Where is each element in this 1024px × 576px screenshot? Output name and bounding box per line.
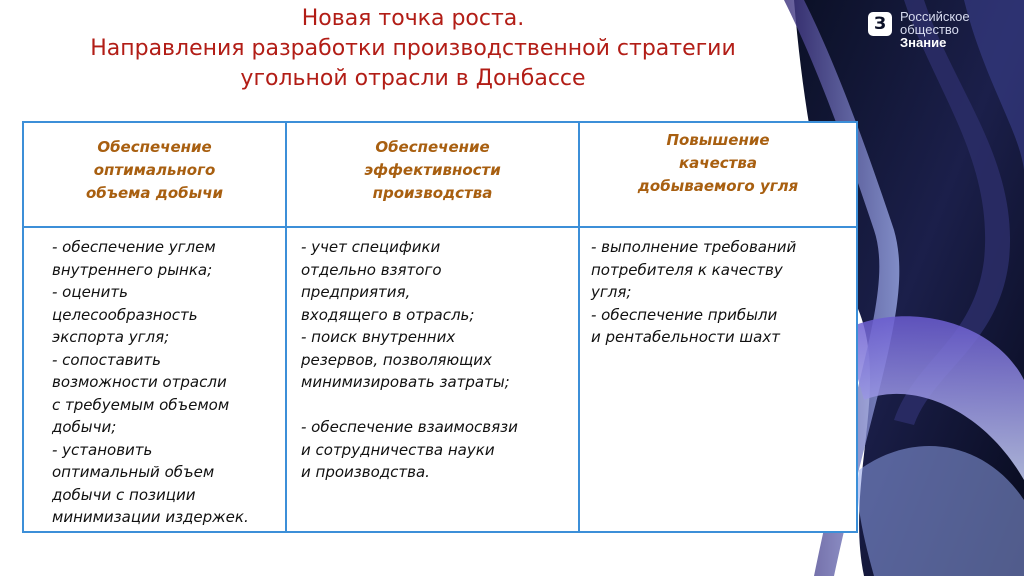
list-item: резервов, позволяющих [301,350,492,369]
logo-line-1: Российское [900,9,970,24]
list-item: и рентабельности шахт [591,328,780,346]
list-item: - обеспечение взаимосвязи [301,418,518,436]
list-item: оптимальный объем [52,463,215,481]
list-item: внутреннего рынка; [52,260,213,279]
list-item: экспорта угля; [52,328,170,346]
list-item: - выполнение требований [591,238,797,256]
list-item: целесообразность [52,305,198,324]
list-item: минимизировать затраты; [301,373,510,391]
list-item: потребителя к качеству [591,260,783,279]
logo-line-2: общество [900,22,959,37]
list-item: угля; [591,283,632,301]
page-title [0,4,826,94]
list-item: и производства. [301,463,430,481]
header-line: эффективности [364,161,501,179]
title-line: Новая точка роста. [301,6,525,31]
list-item: с требуемым объемом [52,395,230,414]
list-item: предприятия, [301,283,411,301]
list-item: - обеспечение углем [52,238,216,256]
logo-mark-icon: З [868,12,892,36]
header-line: Обеспечение [375,138,490,156]
list-item: - учет специфики [301,238,441,256]
title-line: угольной отрасли в Донбассе [240,66,586,91]
header-line: объема добычи [85,184,224,202]
header-line: оптимального [93,161,216,179]
body-cell-quality [579,227,857,532]
logo-line-3: Знание [900,35,947,50]
header-cell-volume [23,122,286,227]
list-item: - поиск внутренних [301,328,456,346]
list-item: минимизации издержек. [52,508,249,526]
header-cell-efficiency [286,122,579,227]
list-item: - сопоставить [52,350,161,369]
list-item: - оценить [52,283,128,301]
header-line: Повышение [666,131,770,149]
list-item: входящего в отрасль; [301,305,475,324]
header-line: Обеспечение [97,138,212,156]
header-cell-quality [579,122,857,227]
list-item: возможности отрасли [52,373,227,391]
table-header-row [23,122,857,227]
header-line: качества [679,154,757,172]
table-body-row [23,227,857,532]
title-line: Направления разработки производственной стратегии [90,36,736,61]
body-cell-efficiency [286,227,579,532]
header-line: производства [372,184,493,202]
list-item: отдельно взятого [301,260,442,279]
body-cell-volume [23,227,286,532]
list-item: добычи с позиции [52,485,196,504]
list-item: и сотрудничества науки [301,440,495,459]
list-item: добычи; [52,418,117,436]
logo [868,10,970,49]
list-item [301,394,578,417]
list-item: - обеспечение прибыли [591,305,778,324]
header-line: добываемого угля [637,177,799,195]
list-item: - установить [52,440,153,459]
strategy-table [22,121,858,533]
logo-text [900,10,970,49]
